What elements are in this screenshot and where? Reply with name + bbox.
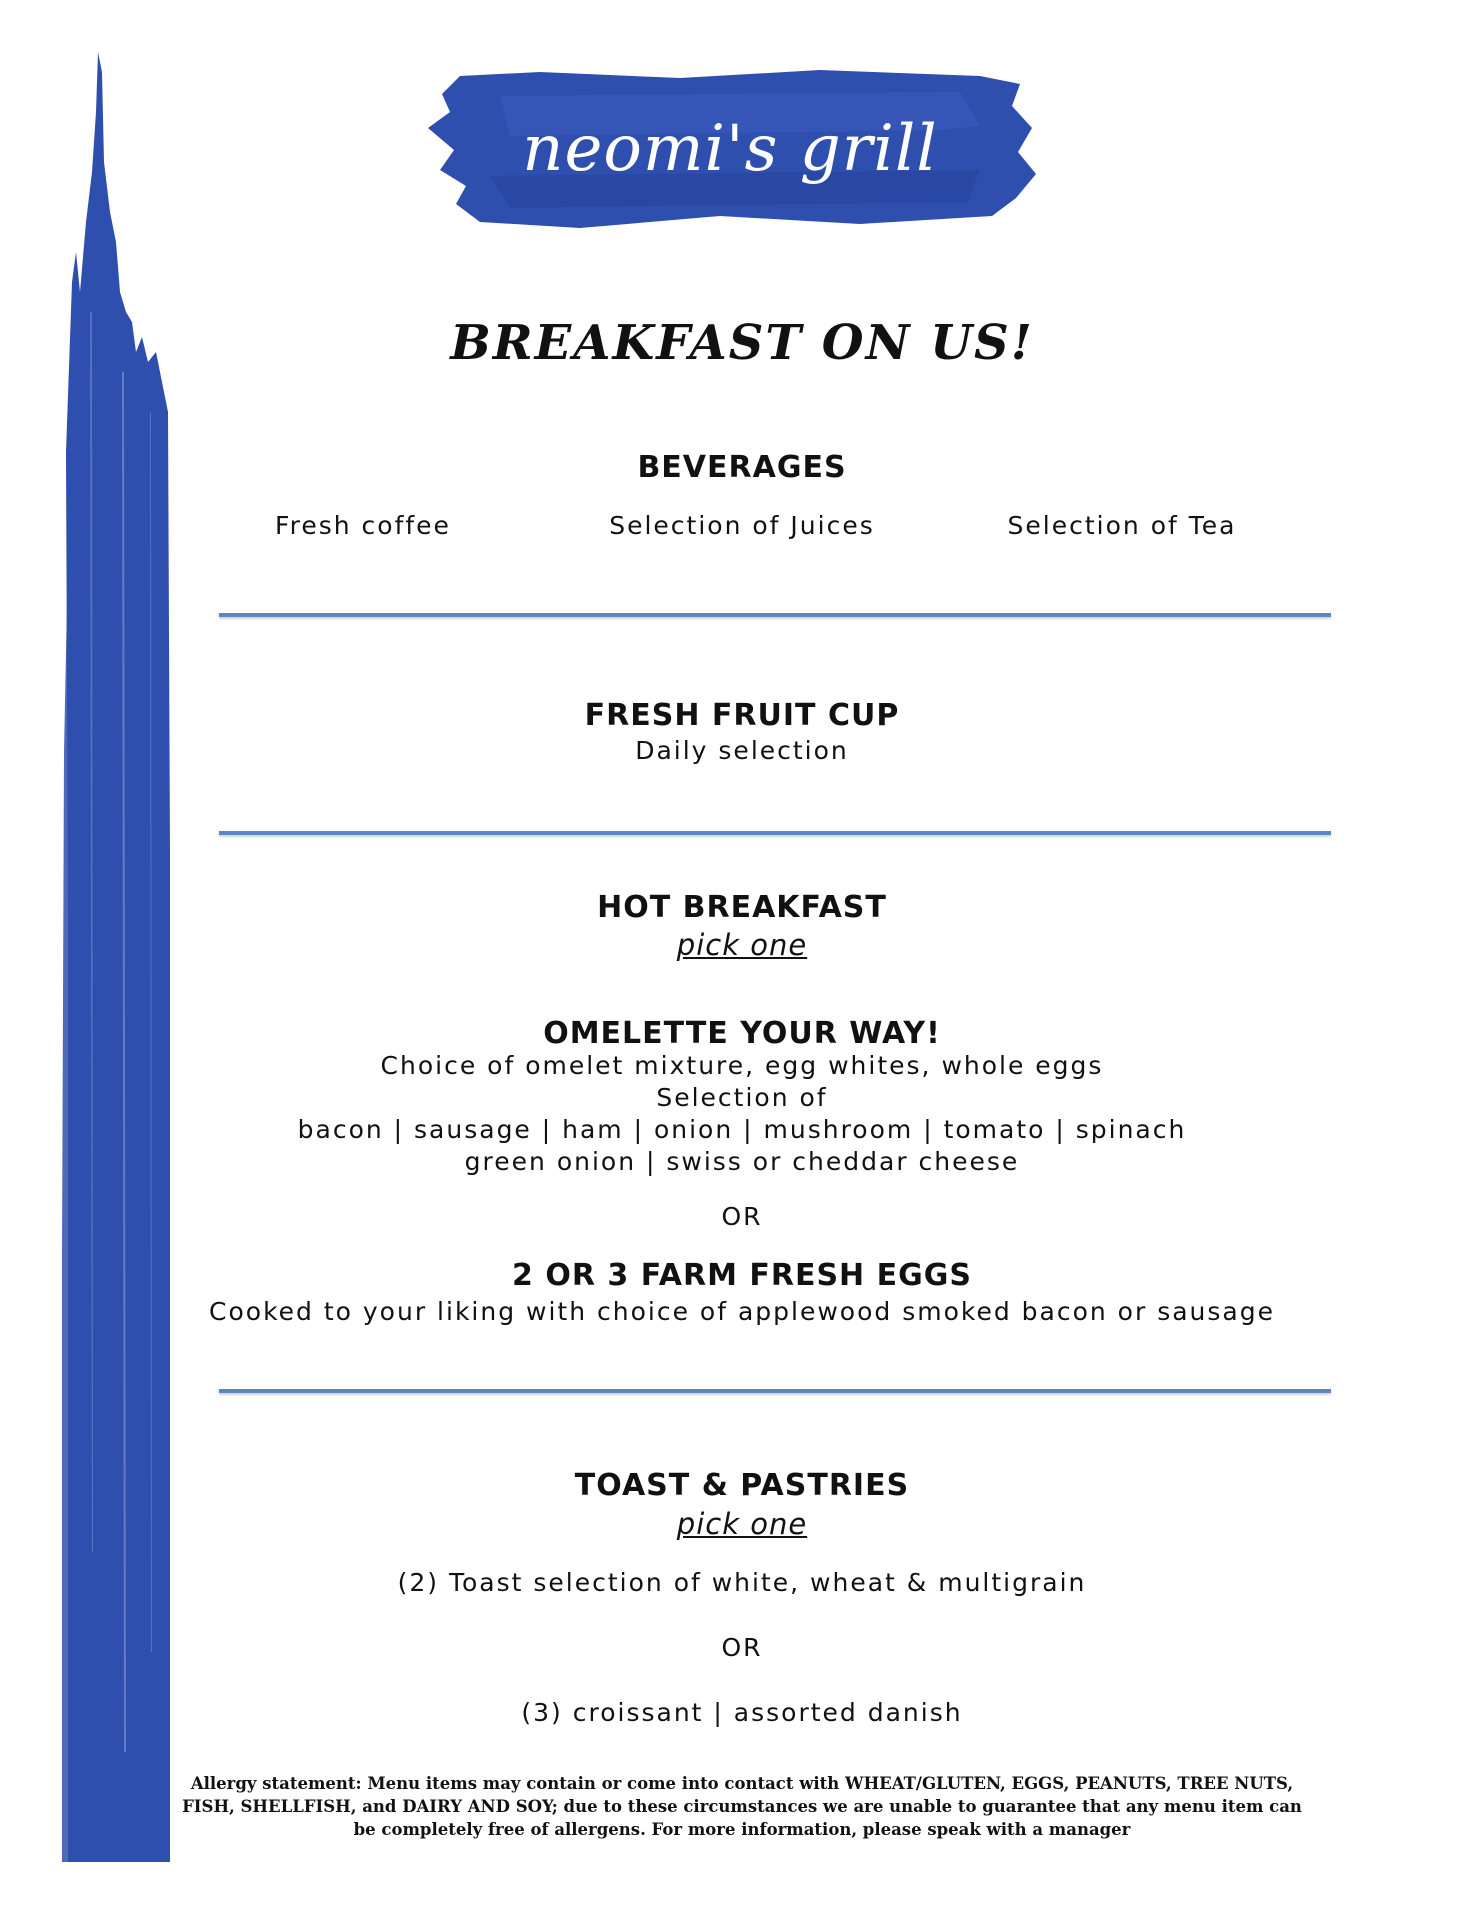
beverage-item-tea: Selection of Tea [1007,511,1237,540]
or-separator: OR [721,1202,763,1231]
omelette-line: Choice of omelet mixture, egg whites, whole eggs [380,1051,1104,1080]
toast-heading: TOAST & PASTRIES [574,1468,910,1503]
beverage-item-juices: Selection of Juices [609,511,875,540]
allergy-line: FISH, SHELLFISH, and DAIRY AND SOY; due to these circumstances we are unable to guarantee that any menu item can [182,1797,1302,1816]
allergy-statement [0,1772,1484,1841]
omelette-line: Selection of [656,1083,828,1112]
omelette-heading: OMELETTE YOUR WAY! [543,1016,941,1051]
section-divider [219,613,1331,617]
omelette-line: bacon | sausage | ham | onion | mushroom | tomato | spinach [297,1115,1187,1144]
or-separator: OR [721,1633,763,1662]
eggs-description: Cooked to your liking with choice of applewood smoked bacon or sausage [209,1297,1275,1326]
toast-option-pastries: (3) croissant | assorted danish [521,1698,963,1727]
beverage-item-coffee: Fresh coffee [275,511,451,540]
fruit-heading: FRESH FRUIT CUP [584,698,900,733]
allergy-line: Allergy statement: Menu items may contain or come into contact with WHEAT/GLUTEN, EGGS, PEANUTS, TREE NUTS, [190,1774,1294,1793]
toast-option-bread: (2) Toast selection of white, wheat & multigrain [397,1568,1087,1597]
fruit-subtitle: Daily selection [635,736,849,765]
hot-breakfast-pick-note: pick one [676,928,808,962]
toast-pick-note: pick one [676,1507,808,1541]
restaurant-logo [420,66,1040,238]
page-title: BREAKFAST ON US! [450,315,1034,371]
omelette-line: green onion | swiss or cheddar cheese [464,1147,1020,1176]
beverages-heading: BEVERAGES [637,450,847,485]
logo-text: neomi's grill [522,112,938,186]
section-divider [219,831,1331,835]
section-divider [219,1389,1331,1393]
eggs-heading: 2 OR 3 FARM FRESH EGGS [512,1258,972,1293]
hot-breakfast-heading: HOT BREAKFAST [597,890,887,925]
allergy-line: be completely free of allergens. For more information, please speak with a manager [353,1820,1131,1839]
